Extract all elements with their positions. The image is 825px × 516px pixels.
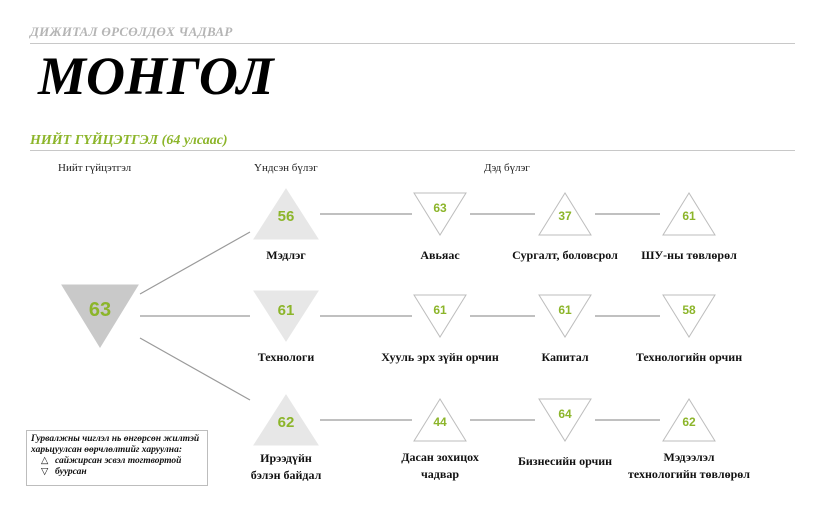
- column-head-subfactors: Дэд бүлэг: [484, 162, 530, 174]
- subfactor-label: ШУ-ны төвлөрөл: [641, 248, 737, 262]
- subfactor-label: Бизнесийн орчин: [517, 454, 613, 468]
- subfactor-label: Капитал: [541, 350, 589, 364]
- legend-text-line: Гурвалжны чиглэл нь өнгөрсөн жилтэй: [31, 434, 200, 444]
- country-title: МОНГОЛ: [38, 46, 274, 106]
- subfactor-value: 61: [433, 303, 447, 317]
- factor-label: Технологи: [257, 350, 315, 364]
- subfactor-value: 61: [558, 303, 572, 317]
- subfactor-value: 44: [433, 415, 447, 429]
- subfactor-label: Авьяас: [420, 248, 460, 262]
- series-label: ДИЖИТАЛ ӨРСӨЛДӨХ ЧАДВАР: [30, 24, 233, 39]
- subfactor-label: Хууль эрх зүйн орчин: [381, 350, 499, 364]
- legend-item-up: [31, 456, 203, 467]
- subfactor-value: 63: [433, 201, 447, 215]
- factor-label: Ирээдүйн бэлэн байдал: [250, 451, 322, 482]
- subfactor-value: 37: [558, 209, 572, 223]
- subfactor-label: Сургалт, боловсрол: [512, 248, 618, 262]
- legend-text-line: харьцуулсан өөрчлөлтийг харуулна:: [31, 445, 182, 455]
- column-head-overall: Нийт гүйцэтгэл: [58, 162, 132, 174]
- subfactor-label: Дасан зохицох чадвар: [401, 450, 479, 481]
- legend: [26, 430, 208, 486]
- factor-label: Мэдлэг: [266, 248, 306, 262]
- legend-item-down: [31, 467, 203, 478]
- overall-subtitle: НИЙТ ГҮЙЦЭТГЭЛ (64 улсаас): [30, 133, 228, 148]
- subfactor-value: 64: [558, 407, 572, 421]
- subfactor-label: Технологийн орчин: [635, 350, 743, 364]
- subfactor-value: 62: [682, 415, 696, 429]
- triangle-down-icon: ▽: [41, 467, 49, 477]
- overall-value: 63: [88, 299, 112, 321]
- legend-item-label: буурсан: [55, 467, 87, 477]
- subfactor-value: 58: [682, 303, 696, 317]
- triangle-up-icon: △: [41, 456, 49, 466]
- factor-value: 62: [277, 413, 295, 431]
- legend-item-label: сайжирсан эсвэл тогтвортой: [55, 456, 182, 466]
- subfactor-value: 61: [682, 209, 696, 223]
- subfactor-label: Мэдээлэл технологийн төвлөрөл: [627, 450, 750, 481]
- factor-value: 61: [277, 301, 295, 319]
- column-head-factors: Үндсэн бүлэг: [254, 162, 318, 174]
- factor-value: 56: [277, 207, 295, 225]
